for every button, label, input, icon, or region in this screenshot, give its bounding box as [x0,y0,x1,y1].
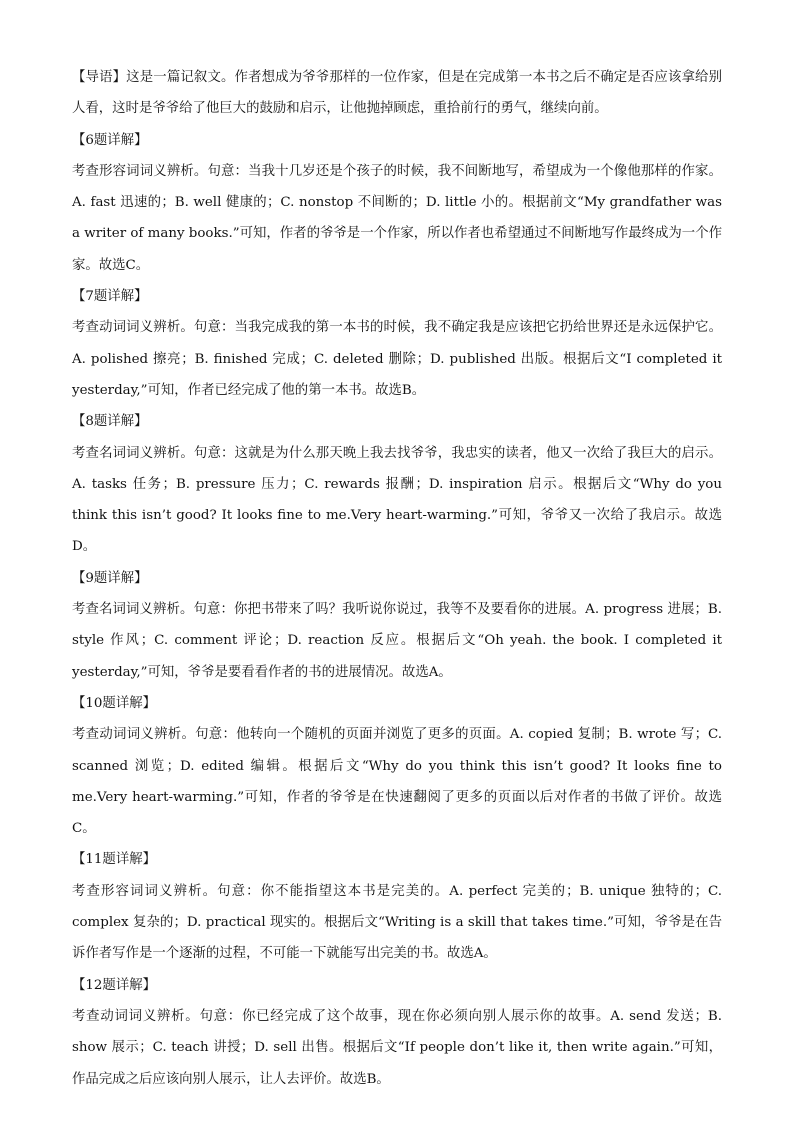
intro-paragraph: 【导语】这是一篇记叙文。作者想成为爷爷那样的一位作家，但是在完成第一本书之后不确定是否应该拿给别人看，这时是爷爷给了他巨大的鼓励和启示，让他抛掉顾虑，重拾前行的勇气，继续向前。 [72,70,722,117]
section-heading-8: 【8题详解】 [72,414,148,430]
section-heading-9: 【9题详解】 [72,570,148,586]
document-page [72,62,722,1095]
section-heading-7: 【7题详解】 [72,289,148,305]
section-heading-10: 【10题详解】 [72,695,156,711]
section-body-7: 考查动词词义辨析。句意：当我完成我的第一本书的时候，我不确定我是应该把它扔给世界还是永远保护它。A. polished 擦亮；B. finished 完成；C. deleted 删除；D. published 出版。根据后文“I completed it yesterday,”可知，作者已经完成了他的第一本书。故选B。 [72,320,722,398]
section-heading-12: 【12题详解】 [72,977,156,993]
section-body-8: 考查名词词义辨析。句意：这就是为什么那天晚上我去找爷爷，我忠实的读者，他又一次给了我巨大的启示。A. tasks 任务；B. pressure 压力；C. rewards 报酬；D. inspiration 启示。根据后文“Why do you think this isn’t good? It looks fine to me.Very heart-warming.”可知，爷爷又一次给了我启示。故选D。 [72,445,722,555]
section-heading-6: 【6题详解】 [72,132,148,148]
section-body-11: 考查形容词词义辨析。句意：你不能指望这本书是完美的。A. perfect 完美的；B. unique 独特的；C. complex 复杂的；D. practical 现实的。根据后文“Writing is a skill that takes time.”可知，爷爷是在告诉作者写作是一个逐渐的过程，不可能一下就能写出完美的书。故选A。 [72,883,722,962]
section-body-9: 考查名词词义辨析。句意：你把书带来了吗？我听说你说过，我等不及要看你的进展。A. progress 进展；B. style 作风；C. comment 评论；D. reaction 反应。根据后文“Oh yeah. the book. I completed it yesterday,”可知，爷爷是要看看作者的书的进展情况。故选A。 [72,602,722,680]
section-body-6: 考查形容词词义辨析。句意：当我十几岁还是个孩子的时候，我不间断地写，希望成为一个像他那样的作家。A. fast 迅速的；B. well 健康的；C. nonstop 不间断的；D. little 小的。根据前文“My grandfather was a writer of many books.”可知，作者的爷爷是一个作家，所以作者也希望通过不间断地写作最终成为一个作家。故选C。 [72,163,722,273]
section-body-12: 考查动词词义辨析。句意：你已经完成了这个故事，现在你必须向别人展示你的故事。A. send 发送；B. show 展示；C. teach 讲授；D. sell 出售。根据后文“If people don’t like it, then write again.”可知，作品完成之后应该向别人展示，让人去评价。故选B。 [72,1008,722,1087]
section-body-10: 考查动词词义辨析。句意：他转向一个随机的页面并浏览了更多的页面。A. copied 复制；B. wrote 写；C. scanned 浏览；D. edited 编辑。根据后文“Why do you think this isn’t good? It looks fine to me.Very heart-warming.”可知，作者的爷爷是在快速翻阅了更多的页面以后对作者的书做了评价。故选C。 [72,727,722,837]
section-heading-11: 【11题详解】 [72,852,156,868]
